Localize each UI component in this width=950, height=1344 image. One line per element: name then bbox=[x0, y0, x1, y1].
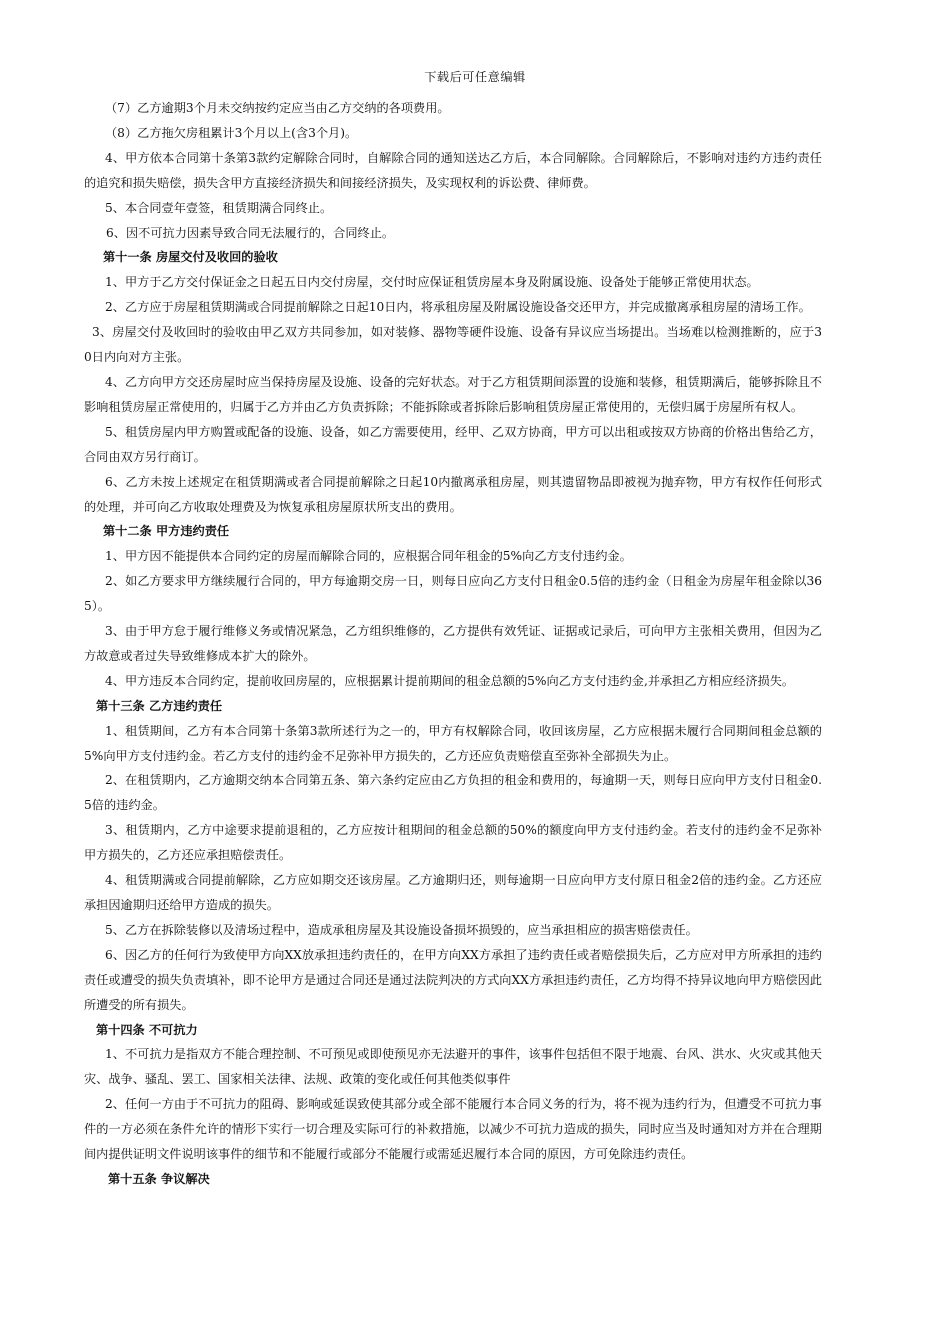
paragraph: 2、任何一方由于不可抗力的阻碍、影响或延误致使其部分或全部不能履行本合同义务的行为，将不视为违约行为，但遭受不可抗力事件的一方必须在条件允许的情形下实行一切合理及实际可行的补救措施，以减少不可抗力造成的损失，同时应当及时通知对方并在合理期间内提供证明文件说明该事件的细节和不能履行或部分不能履行或需延迟履行本合同的原因，方可免除违约责任。 bbox=[84, 1097, 822, 1162]
paragraph: （8）乙方拖欠房租累计3个月以上(含3个月)。 bbox=[105, 125, 358, 140]
paragraph: 6、因乙方的任何行为致使甲方向XX放承担违约责任的，在甲方向XX方承担了违约责任或者赔偿损失后，乙方应对甲方所承担的违约责任或遭受的损失负责填补，即不论甲方是通过合同还是通过法院判决的方式向XX方承担违约责任，乙方均得不持异议地向甲方赔偿因此所遭受的所有损失。 bbox=[84, 947, 822, 1012]
paragraph: 2、如乙方要求甲方继续履行合同的，甲方每逾期交房一日，则每日应向乙方支付日租金0.5倍的违约金（日租金为房屋年租金除以365）。 bbox=[84, 574, 822, 614]
paragraph: 1、甲方于乙方交付保证金之日起五日内交付房屋，交付时应保证租赁房屋本身及附属设施、设备处于能够正常使用状态。 bbox=[105, 275, 759, 290]
paragraph: 5、乙方在拆除装修以及清场过程中，造成承租房屋及其设施设备损坏损毁的，应当承担相应的损害赔偿责任。 bbox=[105, 922, 698, 937]
page-header: 下载后可任意编辑 bbox=[424, 70, 526, 84]
paragraph: 4、甲方违反本合同约定，提前收回房屋的，应根据累计提前期间的租金总额的5%向乙方支付违约金,并承担乙方相应经济损失。 bbox=[105, 673, 795, 688]
paragraph: 3、租赁期内，乙方中途要求提前退租的，乙方应按计租期间的租金总额的50%的额度向甲方支付违约金。若支付的违约金不足弥补甲方损失的，乙方还应承担赔偿责任。 bbox=[84, 823, 822, 863]
paragraph: 2、在租赁期内，乙方逾期交纳本合同第五条、第六条约定应由乙方负担的租金和费用的，每逾期一天，则每日应向甲方支付日租金0.5倍的违约金。 bbox=[84, 773, 822, 813]
section-heading: 第十一条 房屋交付及收回的验收 bbox=[103, 250, 278, 265]
paragraph: 1、甲方因不能提供本合同约定的房屋而解除合同的，应根据合同年租金的5%向乙方支付违约金。 bbox=[105, 549, 632, 564]
section-heading: 第十四条 不可抗力 bbox=[96, 1022, 198, 1037]
paragraph: 4、甲方依本合同第十条第3款约定解除合同时，自解除合同的通知送达乙方后，本合同解除。合同解除后，不影响对违约方违约责任的追究和损失赔偿，损失含甲方直接经济损失和间接经济损失，及实现权利的诉讼费、律师费。 bbox=[84, 150, 822, 190]
paragraph: 4、租赁期满或合同提前解除，乙方应如期交还该房屋。乙方逾期归还，则每逾期一日应向甲方支付原日租金2倍的违约金。乙方还应承担因逾期归还给甲方造成的损失。 bbox=[84, 873, 822, 912]
section-heading: 第十三条 乙方违约责任 bbox=[96, 698, 223, 713]
section-heading: 第十二条 甲方违约责任 bbox=[103, 524, 230, 539]
paragraph: 5、本合同壹年壹签，租赁期满合同终止。 bbox=[105, 200, 333, 215]
document-body bbox=[84, 96, 822, 1192]
paragraph: （7）乙方逾期3个月未交纳按约定应当由乙方交纳的各项费用。 bbox=[105, 101, 450, 115]
section-heading: 第十五条 争议解决 bbox=[108, 1171, 210, 1186]
paragraph: 2、乙方应于房屋租赁期满或合同提前解除之日起10日内，将承租房屋及附属设施设备交还甲方，并完成撤离承租房屋的清场工作。 bbox=[105, 300, 811, 315]
paragraph: 6、乙方未按上述规定在租赁期满或者合同提前解除之日起10内撤离承租房屋，则其遗留物品即被视为抛弃物，甲方有权作任何形式的处理，并可向乙方收取处理费及为恢复承租房屋原状所支出的费用。 bbox=[84, 474, 822, 514]
paragraph: 3、房屋交付及收回时的验收由甲乙双方共同参加，如对装修、器物等硬件设施、设备有异议应当场提出。当场难以检测推断的，应于30日内向对方主张。 bbox=[84, 325, 822, 365]
paragraph: 1、不可抗力是指双方不能合理控制、不可预见或即使预见亦无法避开的事件，该事件包括但不限于地震、台风、洪水、火灾或其他天灾、战争、骚乱、罢工、国家相关法律、法规、政策的变化或任何其他类似事件 bbox=[84, 1047, 822, 1087]
paragraph: 6、因不可抗力因素导致合同无法履行的，合同终止。 bbox=[106, 225, 395, 240]
paragraph: 5、租赁房屋内甲方购置或配备的设施、设备，如乙方需要使用，经甲、乙双方协商，甲方可以出租或按双方协商的价格出售给乙方，合同由双方另行商订。 bbox=[84, 424, 822, 464]
paragraph: 1、租赁期间，乙方有本合同第十条第3款所述行为之一的，甲方有权解除合同，收回该房屋，乙方应根据未履行合同期间租金总额的5%向甲方支付违约金。若乙方支付的违约金不足弥补甲方损失的，乙方还应负责赔偿直至弥补全部损失为止。 bbox=[84, 723, 822, 763]
paragraph: 4、乙方向甲方交还房屋时应当保持房屋及设施、设备的完好状态。对于乙方租赁期间添置的设施和装修，租赁期满后，能够拆除且不影响租赁房屋正常使用的，归属于乙方并由乙方负责拆除；不能拆除或者拆除后影响租赁房屋正常使用的，无偿归属于房屋所有权人。 bbox=[84, 374, 822, 414]
paragraph: 3、由于甲方怠于履行维修义务或情况紧急，乙方组织维修的，乙方提供有效凭证、证据或记录后，可向甲方主张相关费用，但因为乙方故意或者过失导致维修成本扩大的除外。 bbox=[84, 624, 822, 663]
